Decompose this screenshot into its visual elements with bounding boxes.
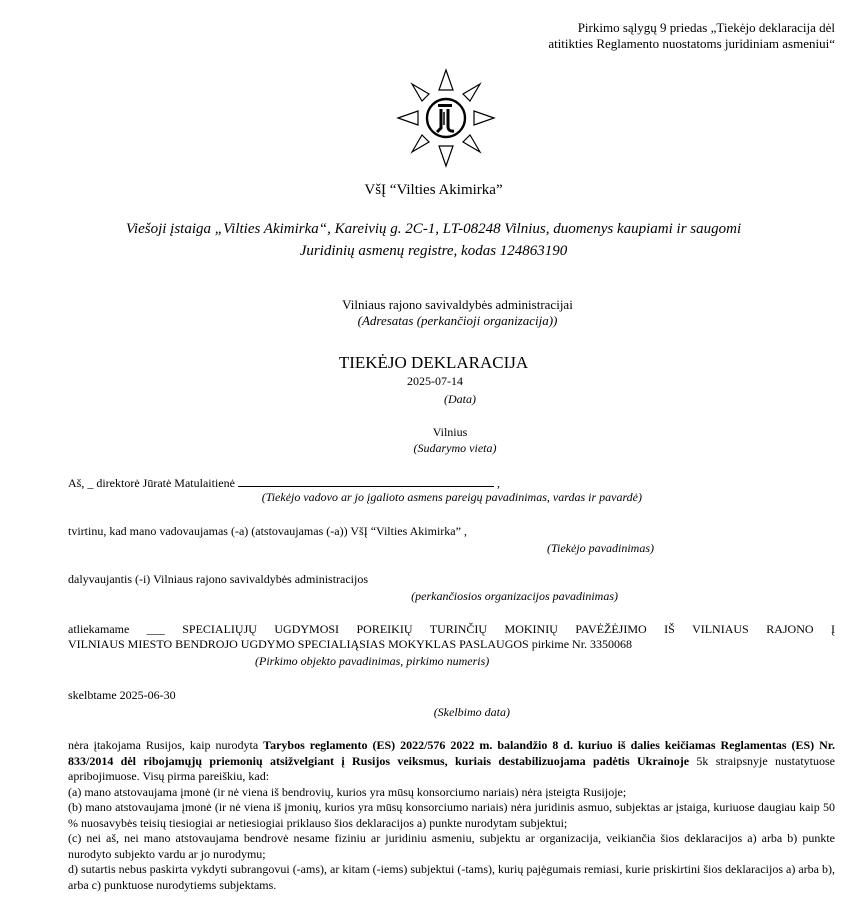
body-p1-intro: nėra įtakojama Rusijos, kaip nurodyta <box>68 738 259 752</box>
signer-line <box>68 475 848 491</box>
org-info-line-2: Juridinių asmenų registre, kodas 124863190 <box>299 243 568 259</box>
signer-value: direktorė Jūratė Matulaitienė <box>96 476 235 490</box>
body-p1-rest: 5k straipsnyje nustatytuose apribojimuose. Visų pirma pareiškiu, kad: <box>68 753 836 783</box>
addressee <box>240 297 675 329</box>
annex-line-1: Pirkimo sąlygų 9 priedas „Tiekėjo deklaracija dėl <box>577 20 835 35</box>
annex-line-2: atitikties Reglamento nuostatoms juridiniam asmeniui“ <box>548 36 835 51</box>
participation-caption: (perkančiosios organizacijos pavadinimas) <box>411 589 618 603</box>
signer-prefix: Aš, _ <box>68 476 94 490</box>
signer-blank-line <box>238 475 494 487</box>
procurement-block <box>68 622 835 652</box>
procurement-caption: (Pirkimo objekto pavadinimas, pirkimo numeris) <box>255 654 490 668</box>
declaration-place-caption: (Sudarymo vieta) <box>413 441 497 455</box>
procurement-line-1 <box>68 622 835 637</box>
participation-value: Vilniaus rajono savivaldybės administracijos <box>153 572 369 586</box>
body-paragraph-1 <box>68 738 835 785</box>
procurement-number: pirkime Nr. 3350068 <box>531 637 633 651</box>
procurement-line-2 <box>68 637 835 652</box>
org-name: VšĮ “Vilties Akimirka” <box>364 182 503 198</box>
sun-with-hands-logo-icon <box>396 68 496 168</box>
supplier-line <box>68 524 848 539</box>
addressee-caption: (Adresatas (perkančioji organizacija)) <box>357 313 558 328</box>
body-item-c: (c) nei aš, nei mano atstovaujama bendrovė nesame fiziniu ar juridiniu asmeniu, subjektu ar organizacija, veikiančia šios deklaracijos a) arba b) punkte nurodyto subjekto vardu ar jo nurodymu; <box>68 831 835 861</box>
org-info-line-1: Viešoji įstaiga „Vilties Akimirka“, Kareivių g. 2C-1, LT-08248 Vilnius, duomenys kaupiami ir saugomi <box>125 221 742 237</box>
procurement-value-line-1: SPECIALIŲJŲ UGDYMOSI POREIKIŲ TURINČIŲ MOKINIŲ PAVĖŽĖJIMO IŠ VILNIAUS RAJONO Į <box>182 622 835 636</box>
declaration-place: Vilnius <box>432 425 468 439</box>
body-p1-regulation: Tarybos reglamento (ES) 2022/576 2022 m. balandžio 8 d. kuriuo iš dalies keičiamas Reglamentas (ES) Nr. 833/2014 dėl ribojamųjų priemonių atsižvelgiant į Rusijos veiksmus, kuriais destabilizuojama padėtis Ukrainoje <box>68 738 836 768</box>
supplier-value: VšĮ “Vilties Akimirka” <box>350 524 461 538</box>
org-info <box>40 218 827 262</box>
declaration-date-caption: (Data) <box>444 392 476 406</box>
publication-text: skelbtame 2025-06-30 <box>68 688 176 702</box>
declaration-date: 2025-07-14 <box>407 374 463 388</box>
participation-line <box>68 572 848 587</box>
annex-reference <box>430 20 835 52</box>
supplier-caption: (Tiekėjo pavadinimas) <box>547 541 654 555</box>
supplier-text: tvirtinu, kad mano vadovaujamas (-a) (atstovaujamas (-a)) <box>68 524 348 538</box>
declaration-title: TIEKĖJO DEKLARACIJA <box>338 353 529 372</box>
supplier-suffix: , <box>463 524 467 538</box>
addressee-name: Vilniaus rajono savivaldybės administracijai <box>342 297 573 312</box>
declaration-body <box>68 738 835 893</box>
publication-caption: (Skelbimo data) <box>433 705 510 719</box>
procurement-value-line-2: VILNIAUS MIESTO BENDROJO UGDYMO SPECIALIĄSIAS MOKYKLAS PASLAUGOS <box>68 637 529 651</box>
body-item-a: (a) mano atstovaujama įmonė (ir nė viena iš bendrovių, kurios yra mūsų konsorciumo nariais) nėra įsteigta Rusijoje; <box>68 784 627 799</box>
participation-prefix: dalyvaujantis (-i) <box>68 572 151 586</box>
body-item-b: (b) mano atstovaujama įmonė (ir nė viena iš įmonių, kurios yra mūsų konsorciumo nariais) nėra juridinis asmuo, subjektas ar įstaiga, kuriuose daugiau kaip 50 % nuosavybės teisių tiesiogiai ar netiesiogiai priklauso šios deklaracijos a) punkte nurodytam subjektui; <box>68 800 835 830</box>
signer-suffix: , <box>496 476 500 490</box>
procurement-prefix: atliekamame ___ <box>68 622 165 636</box>
body-item-d: d) sutartis nebus paskirta vykdyti subrangovui (-ams), ar kitam (-iems) subjektui (-tams), kurių pajėgumais remiasi, kurie priskirtini šios deklaracijos a) arba b), arba c) punktuose nurodytiems subjektams. <box>68 862 835 892</box>
signer-caption: (Tiekėjo vadovo ar jo įgalioto asmens pareigų pavadinimas, vardas ir pavardė) <box>261 490 642 504</box>
